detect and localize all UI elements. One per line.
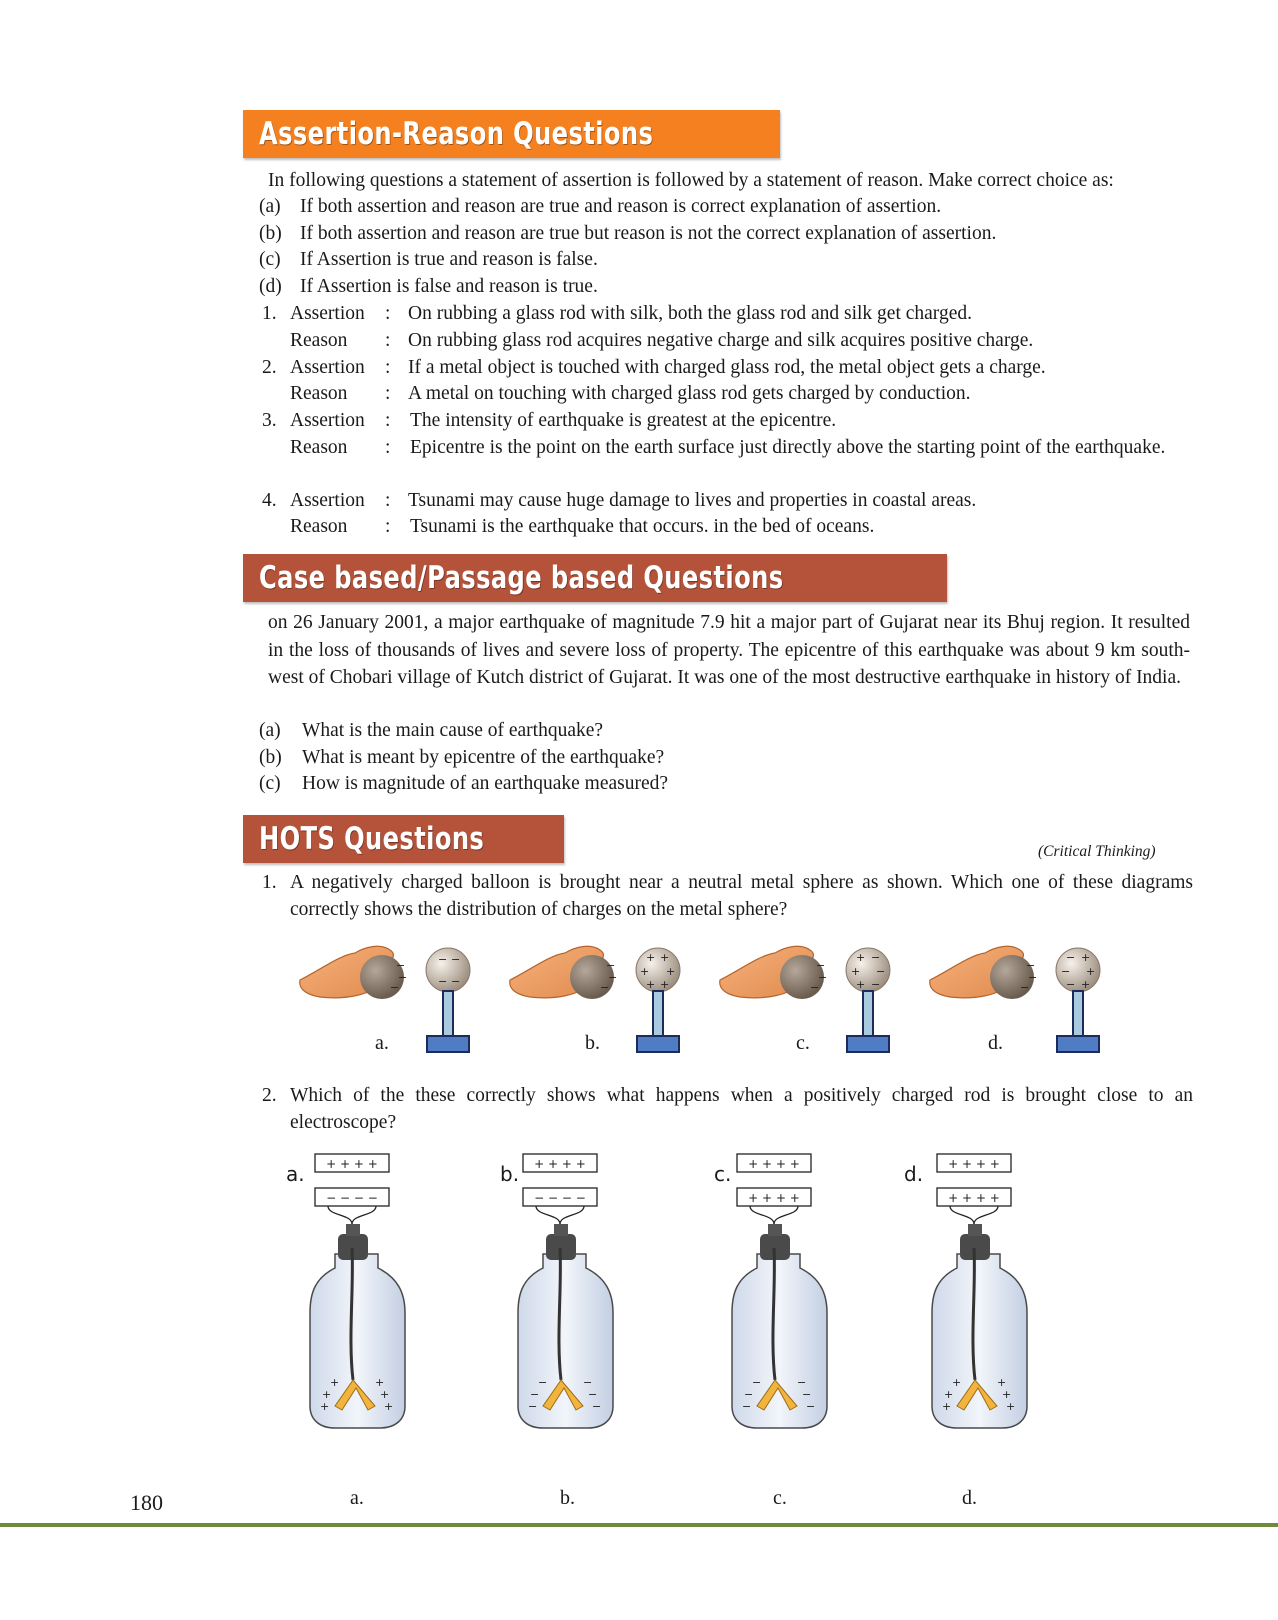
- electroscope-label-b: b.: [560, 1487, 575, 1509]
- balloon-charge: −: [600, 981, 610, 994]
- rod-charge: + + + +: [534, 1157, 586, 1171]
- sphere-charge: −: [876, 965, 886, 978]
- reason-label: Reason: [290, 383, 348, 404]
- leaf-charge: +: [944, 1388, 954, 1401]
- electroscope-label-d: d.: [962, 1487, 977, 1509]
- page-number: 180: [130, 1490, 163, 1515]
- sphere-charge: +: [646, 951, 656, 964]
- electroscope-label-a: a.: [350, 1487, 364, 1509]
- sphere-charge: +: [1086, 965, 1096, 978]
- reason-label: Reason: [290, 516, 348, 537]
- leaf-charge: +: [384, 1400, 394, 1413]
- sphere-charge: +: [666, 965, 676, 978]
- leaf-charge: +: [375, 1376, 385, 1389]
- balloon-charge: −: [1020, 981, 1030, 994]
- leaf-charge: −: [528, 1400, 538, 1413]
- critical-thinking-tag: (Critical Thinking): [1038, 843, 1156, 860]
- electroscope-d: [904, 1154, 1027, 1428]
- electroscope-label-top: b.: [500, 1162, 520, 1186]
- leaf-charge: +: [997, 1376, 1007, 1389]
- assertion-option-key-b: (b): [259, 223, 282, 244]
- footer-divider: [0, 1523, 1278, 1527]
- rod-charge: + + + +: [948, 1157, 1000, 1171]
- sphere-charge: −: [438, 953, 448, 966]
- metal-sphere-icon: [426, 948, 470, 992]
- sphere-charge: +: [856, 951, 866, 964]
- sphere-stand: [863, 991, 873, 1037]
- rod-charge: + + + +: [748, 1157, 800, 1171]
- balloon-charge: −: [608, 971, 618, 984]
- leaf-charge: +: [942, 1400, 952, 1413]
- case-question-key-b: (b): [259, 747, 282, 768]
- colon: :: [385, 490, 391, 511]
- hots-banner: [243, 815, 564, 863]
- case-based-title: Case based/Passage based Questions: [259, 560, 784, 596]
- hots-q1-text: A negatively charged balloon is brought near a neutral metal sphere as shown. Which one of these diagrams correctly shows the distribution of charges on the metal sphere?: [290, 872, 1193, 920]
- reason-label: Reason: [290, 330, 348, 351]
- assertion-option-key-a: (a): [259, 196, 281, 217]
- sphere-base: [847, 1036, 889, 1052]
- leaf-charge: +: [1002, 1388, 1012, 1401]
- balloon-charge: −: [396, 959, 406, 972]
- rod-charge: + + + +: [326, 1157, 378, 1171]
- case-question-c: How is magnitude of an earthquake measured?: [302, 773, 669, 794]
- electroscope-c: [714, 1154, 827, 1428]
- assertion-reason-banner: [243, 110, 780, 158]
- sphere-label-c: c.: [796, 1032, 810, 1054]
- leaf-charge: +: [1006, 1400, 1016, 1413]
- sphere-base: [427, 1036, 469, 1052]
- ar-question-number: 4.: [262, 490, 277, 511]
- electroscope-b: [500, 1154, 613, 1428]
- leaf-charge: −: [806, 1400, 816, 1413]
- sphere-base: [637, 1036, 679, 1052]
- ar-assertion-text: The intensity of earthquake is greatest at the epicentre.: [410, 410, 837, 431]
- colon: :: [385, 383, 391, 404]
- assertion-option-d: If Assertion is false and reason is true.: [300, 276, 598, 297]
- sphere-charge: −: [871, 951, 881, 964]
- ar-question-number: 3.: [262, 410, 277, 431]
- leaf-charge: −: [802, 1388, 812, 1401]
- leaf-charge: −: [742, 1400, 752, 1413]
- sphere-charge: −: [871, 978, 881, 991]
- ar-reason-text: A metal on touching with charged glass rod gets charged by conduction.: [408, 383, 971, 404]
- electroscope-label-top: c.: [714, 1162, 732, 1186]
- sphere-base: [1057, 1036, 1099, 1052]
- electroscope-diagrams: [280, 1148, 1060, 1438]
- assertion-label: Assertion: [290, 410, 365, 431]
- electroscope-label-c: c.: [773, 1487, 787, 1509]
- case-question-b: What is meant by epicentre of the earthquake?: [302, 747, 665, 768]
- assertion-label: Assertion: [290, 490, 365, 511]
- sphere-charge: +: [660, 978, 670, 991]
- ar-reason-text: Epicentre is the point on the earth surface just directly above the starting point of the earthquake.: [410, 437, 1166, 458]
- assertion-reason-title: Assertion-Reason Questions: [259, 116, 654, 152]
- leaf-charge: +: [330, 1376, 340, 1389]
- leaf-charge: −: [588, 1388, 598, 1401]
- sphere-charge: −: [438, 975, 448, 988]
- ar-question-number: 1.: [262, 303, 277, 324]
- hots-q2-number: 2.: [262, 1085, 277, 1106]
- balloon-charge: −: [810, 981, 820, 994]
- sphere-charge: +: [1081, 951, 1091, 964]
- sphere-stand: [443, 991, 453, 1037]
- leaf-charge: −: [530, 1388, 540, 1401]
- case-based-banner: [243, 554, 947, 602]
- leaf-charge: +: [322, 1388, 332, 1401]
- leaf-charge: −: [797, 1376, 807, 1389]
- plate-charge: + + + +: [948, 1191, 1000, 1205]
- leaf-charge: −: [744, 1388, 754, 1401]
- balloon-charge: −: [818, 971, 828, 984]
- sphere-label-b: b.: [585, 1032, 600, 1054]
- sphere-charge: +: [1081, 978, 1091, 991]
- leaf-charge: −: [592, 1400, 602, 1413]
- electroscope-a: [286, 1154, 405, 1428]
- sphere-charge: +: [856, 978, 866, 991]
- leaf-charge: −: [538, 1376, 548, 1389]
- sphere-charge: +: [646, 978, 656, 991]
- electroscope-label-top: d.: [904, 1162, 924, 1186]
- plate-charge: + + + +: [748, 1191, 800, 1205]
- colon: :: [385, 357, 391, 378]
- electroscope-label-top: a.: [286, 1162, 305, 1186]
- plate-charge: − − − −: [534, 1191, 586, 1205]
- balloon-charge: −: [816, 959, 826, 972]
- colon: :: [385, 437, 391, 458]
- assertion-intro: In following questions a statement of assertion is followed by a statement of reason. Make correct choice as:: [268, 170, 1114, 191]
- leaf-charge: −: [752, 1376, 762, 1389]
- leaf-charge: −: [583, 1376, 593, 1389]
- ar-question-number: 2.: [262, 357, 277, 378]
- plate-charge: − − − −: [326, 1191, 378, 1205]
- colon: :: [385, 410, 391, 431]
- ar-reason-text: On rubbing glass rod acquires negative charge and silk acquires positive charge.: [408, 330, 1034, 351]
- hots-q1-number: 1.: [262, 872, 277, 893]
- leaf-charge: +: [380, 1388, 390, 1401]
- case-question-key-c: (c): [259, 773, 281, 794]
- sphere-charge: +: [640, 965, 650, 978]
- balloon-charge: −: [1028, 971, 1038, 984]
- sphere-charge: −: [1066, 951, 1076, 964]
- case-question-key-a: (a): [259, 720, 281, 741]
- sphere-charge: +: [851, 965, 861, 978]
- leaf-charge: +: [320, 1400, 330, 1413]
- colon: :: [385, 516, 391, 537]
- sphere-charge: −: [451, 953, 461, 966]
- sphere-label-a: a.: [375, 1032, 389, 1054]
- assertion-option-key-d: (d): [259, 276, 282, 297]
- ar-assertion-text: On rubbing a glass rod with silk, both the glass rod and silk get charged.: [408, 303, 972, 324]
- ar-assertion-text: Tsunami may cause huge damage to lives and properties in coastal areas.: [408, 490, 977, 511]
- sphere-charge: −: [1066, 978, 1076, 991]
- ar-assertion-text: If a metal object is touched with charged glass rod, the metal object gets a charge.: [408, 357, 1046, 378]
- assertion-label: Assertion: [290, 303, 365, 324]
- colon: :: [385, 303, 391, 324]
- sphere-charge: −: [1061, 965, 1071, 978]
- assertion-option-c: If Assertion is true and reason is false.: [300, 249, 598, 270]
- balloon-charge: −: [398, 971, 408, 984]
- case-question-a: What is the main cause of earthquake?: [302, 720, 604, 741]
- colon: :: [385, 330, 391, 351]
- sphere-charge: −: [451, 975, 461, 988]
- sphere-stand: [653, 991, 663, 1037]
- hots-title: HOTS Questions: [259, 821, 485, 857]
- assertion-label: Assertion: [290, 357, 365, 378]
- balloon-charge: −: [1026, 959, 1036, 972]
- balloon-charge: −: [606, 959, 616, 972]
- sphere-diagrams: [290, 925, 1170, 1065]
- sphere-charge: +: [660, 951, 670, 964]
- hots-q2-text: Which of the these correctly shows what happens when a positively charged rod is brought close to an electroscope?: [290, 1085, 1193, 1133]
- assertion-option-a: If both assertion and reason are true and reason is correct explanation of assertion.: [300, 196, 942, 217]
- assertion-option-key-c: (c): [259, 249, 281, 270]
- sphere-label-d: d.: [988, 1032, 1003, 1054]
- leaf-charge: +: [952, 1376, 962, 1389]
- balloon-charge: −: [390, 981, 400, 994]
- sphere-stand: [1073, 991, 1083, 1037]
- case-passage: on 26 January 2001, a major earthquake of magnitude 7.9 hit a major part of Gujarat near its Bhuj region. It resulted in the loss of thousands of lives and severe loss of property. The epicentre of this earthquake was about 9 km south-west of Chobari village of Kutch district of Gujarat. It was one of the most destructive earthquake in history of India.: [268, 612, 1190, 688]
- reason-label: Reason: [290, 437, 348, 458]
- ar-reason-text: Tsunami is the earthquake that occurs. in the bed of oceans.: [410, 516, 875, 537]
- assertion-option-b: If both assertion and reason are true but reason is not the correct explanation of assertion.: [300, 223, 997, 244]
